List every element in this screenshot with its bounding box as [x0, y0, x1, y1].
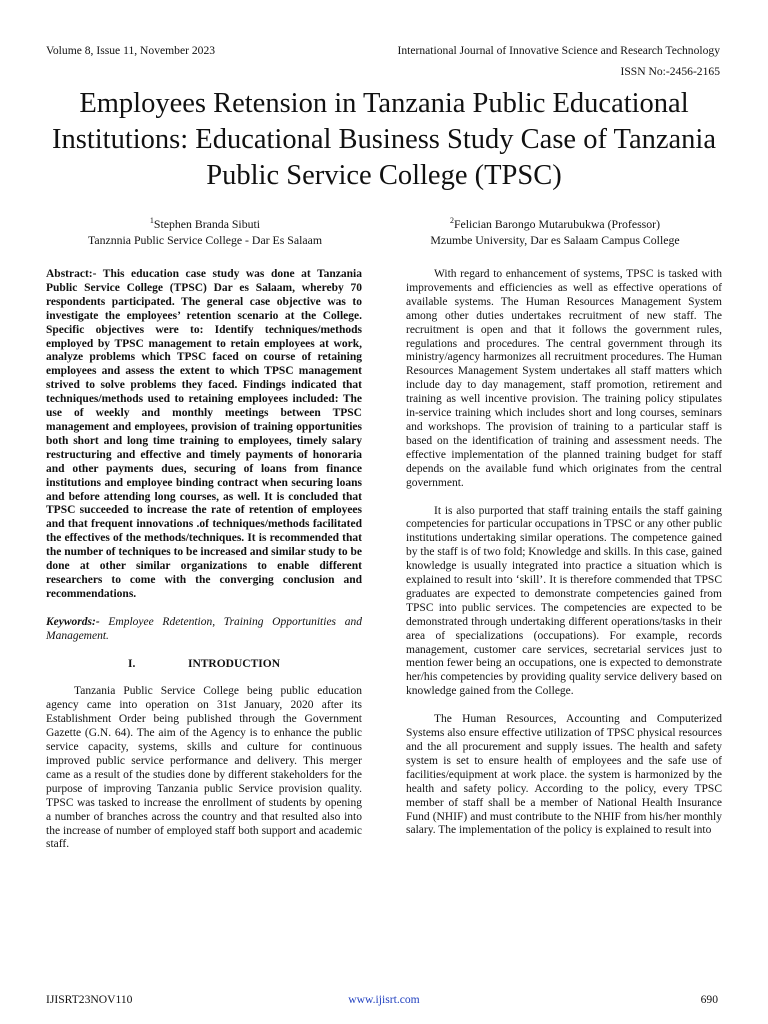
section-heading [46, 658, 362, 672]
author-name-1 [50, 213, 360, 232]
left-column [46, 268, 362, 852]
author-sup-1: 1 [149, 216, 154, 225]
abstract: Abstract:- This education case study was done at Tanzania Public Service College (TPSC) Dar es Salaam, whereby 70 respondents participated. The general case objective was to investigate the employees’ retention scenario at the College. Specific objectives were to: Identify techniques/methods employed by TPSC management to retain employees at work, analyze problems which TPSC faced on course of retaining employees and assess the extent to which TPSC management strived to solve problems they faced. Findings indicated that techniques/methods used to retaining employees included: The use of weekly and monthly meetings between TPSC management and employees, provision of training opportunities both short and long time training to employees, timely salary restructuring and effective and timely payments of honoraria and other payments dues, securing of loans from finance institutions and employee binding contract when securing loans and before attending long courses, as well. It is concluded that TPSC succeeded to increase the rate of retention of employees and that frequent innovations .of techniques/methods facilitated the effectives of the methods/techniques. It is recommended that the number of techniques to be increased and similar study to be done at other similar organizations to enable different researchers to come with the converging conclusion and recommendations. [46, 268, 362, 600]
header-volume: Volume 8, Issue 11, November 2023 [46, 44, 216, 57]
author-affiliation-1: Tanznnia Public Service College - Dar Es Salaam [87, 232, 323, 247]
author-name-text-1: Stephen Branda Sibuti [153, 216, 261, 231]
keywords-label: Keywords:- [46, 615, 100, 628]
paper-title: Employees Retension in Tanzania Public Educational Institutions: Educational Business Study Case of Tanzania Public Service College (TPSC) [52, 88, 716, 191]
intro-paragraph: Tanzania Public Service College being public education agency came into operation on 31st January, 2020 after its Establishment Order being published through the Government Gazette (G.N. 64). The aim of the Agency is to enhance the public service capacity, systems, skills and culture for continuous improved public service performance and delivery. This merger came as a result of the studies done by different stakeholders for the purpose of improving Tanzania public Service provision quality. TPSC was tasked to increase the enrollment of students by opening a number of branches across the country and that resulted also into the increase of number of employed staff both support and academic staff. [46, 685, 362, 851]
header-journal: International Journal of Innovative Science and Research Technology [397, 44, 720, 57]
body-paragraph-1: With regard to enhancement of systems, TPSC is tasked with improvements and efficiencies as well as effective operations of available systems. The Human Resources Management System among other duties undertakes recruitment of new staff. The recruitment is open and that it follows the government rules, regulations and procedures. The central government through its ministry/agency harmonizes all recruitment procedures. The Human Resources Management System undertakes all staff matters which include day to day management, staff promotion, retirement and training as well incentive provision. The training policy stipulates in-service training which includes short and long courses, seminars and workshops. The provision of training to a particular staff is based on the identification of training and assessment needs. The effective implementation of the planned training budget for staff depends on the available fund which originates from the central government. [406, 268, 722, 489]
body-paragraph-2: It is also purported that staff training entails the staff gaining competencies for particular occupations in TPSC or any other public institutions undertaking similar operations. The competence gained by the staff is of two fold; Knowledge and skills. In this case, gained knowledge is usually integrated into practice a situation which is explained to result into ‘skill’. It is therefore commended that TPSC graduates are expected to demonstrate competencies gained from TPSC into public services. The competencies are expected to be demonstrated through undertaking different operations/tasks in their area of specializations (occupations). For example, records management, customer care services, secretarial services just to mention fewer being an occupations, one is expected to demonstrate her/his competencies by providing quality service delivery based on knowledge gained from the College. [406, 504, 722, 698]
right-column [406, 268, 722, 838]
author-block-1 [50, 213, 360, 248]
author-affiliation-2: Mzumbe University, Dar es Salaam Campus College [430, 232, 680, 247]
footer-code: IJISRT23NOV110 [46, 993, 133, 1006]
author-name-2 [390, 213, 720, 232]
section-number: I. [127, 657, 136, 670]
author-name-text-2: Felician Barongo Mutarubukwa (Professor) [453, 216, 661, 231]
section-title: INTRODUCTION [187, 657, 280, 670]
footer-page-number: 690 [700, 993, 718, 1006]
footer-url-link[interactable]: www.ijisrt.com [348, 993, 420, 1006]
keywords-text: Employee Rdetention, Training Opportunities and Management. [46, 615, 362, 642]
keywords [46, 616, 362, 644]
author-block-2 [390, 213, 720, 248]
author-sup-2: 2 [449, 216, 454, 225]
header-issn: ISSN No:-2456-2165 [620, 65, 720, 78]
body-paragraph-3: The Human Resources, Accounting and Computerized Systems also ensure effective utilization of TPSC physical resources and the all procurement and supply issues. The health and safety system is set to ensure health of employees and the safe use of facilities/equipment at work place. the system is harmonized by the health and safety policy. According to the policy, every TPSC member of staff shall be a member of National Health Insurance Fund (NHIF) and must contribute to the NHIF from his/her monthly salary. The implementation of the policy is explained to result into [406, 713, 722, 837]
